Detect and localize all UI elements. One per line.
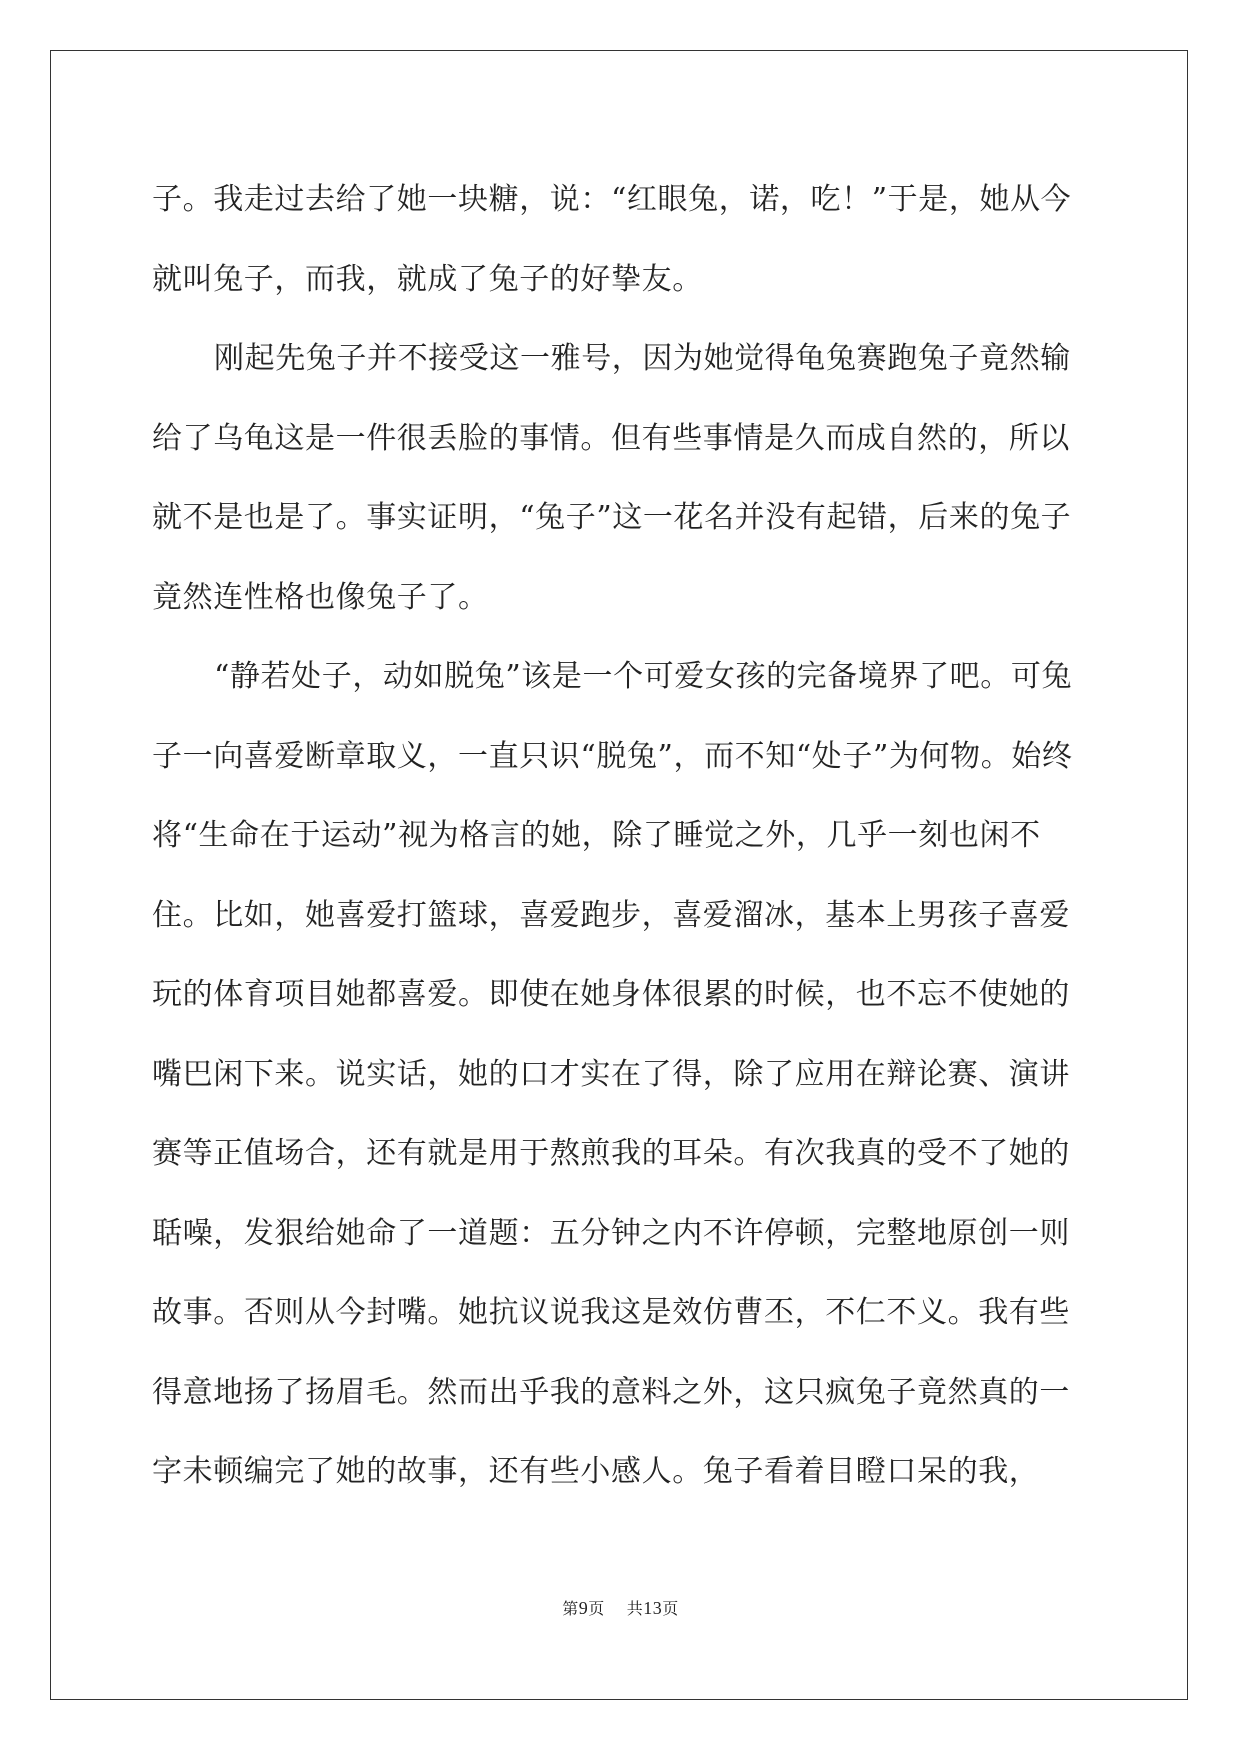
page-footer (0, 1596, 1241, 1619)
page-suffix: 页 (588, 1599, 605, 1618)
paragraph-2: 刚起先兔子并不接受这一雅号，因为她觉得龟兔赛跑兔子竟然输给了乌龟这是一件很丢脸的事情。但有些事情是久而成自然的，所以就不是也是了。事实证明，“兔子”这一花名并没有起错，后来的兔子竟然连性格也像兔子了。 (152, 341, 1072, 615)
document-body (152, 160, 1092, 1512)
total-pages: 13 (643, 1598, 663, 1618)
page-number: 9 (578, 1598, 589, 1618)
paragraph-3: “静若处子，动如脱兔”该是一个可爱女孩的完备境界了吧。可兔子一向喜爱断章取义，一直只识“脱兔”，而不知“处子”为何物。始终将“生命在于运动”视为格言的她，除了睡觉之外，几乎一刻也闲不住。比如，她喜爱打篮球，喜爱跑步，喜爱溜冰，基本上男孩子喜爱玩的体育项目她都喜爱。即使在她身体很累的时候，也不忘不使她的嘴巴闲下来。说实话，她的口才实在了得，除了应用在辩论赛、演讲赛等正值场合，还有就是用于熬煎我的耳朵。有次我真的受不了她的聒噪，发狠给她命了一道题：五分钟之内不许停顿，完整地原创一则故事。否则从今封嘴。她抗议说我这是效仿曹丕，不仁不义。我有些得意地扬了扬眉毛。然而出乎我的意料之外，这只疯兔子竟然真的一字未顿编完了她的故事，还有些小感人。兔子看着目瞪口呆的我， (152, 659, 1073, 1489)
total-prefix: 共 (626, 1599, 644, 1618)
paragraph-1-continued: 子。我走过去给了她一块糖，说：“红眼兔，诺，吃！”于是，她从今就叫兔子，而我，就成了兔子的好挚友。 (152, 182, 1072, 297)
total-suffix: 页 (662, 1599, 679, 1618)
page-prefix: 第 (562, 1599, 579, 1618)
